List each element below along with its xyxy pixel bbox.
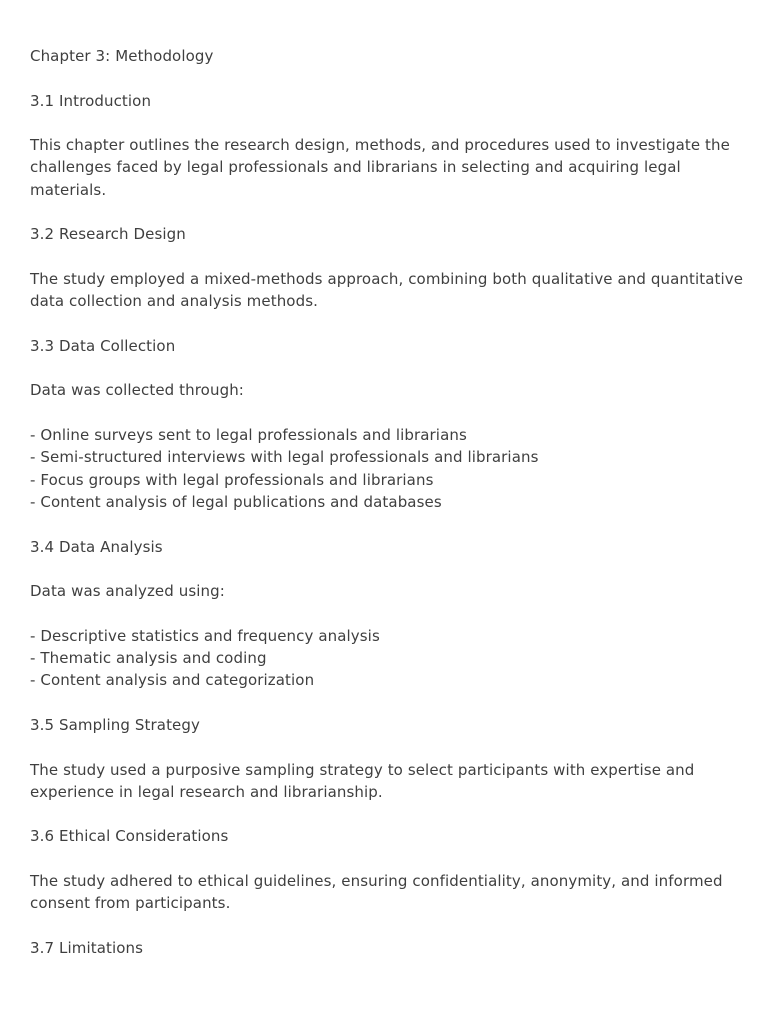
section-heading-data-collection: 3.3 Data Collection (30, 336, 176, 355)
section-heading-introduction: 3.1 Introduction (30, 91, 152, 110)
blank-line (30, 558, 745, 580)
data-collection-intro: Data was collected through: (30, 381, 244, 400)
list-item: - Content analysis and categorization (30, 671, 315, 690)
blank-line (30, 848, 745, 870)
blank-line (30, 915, 745, 937)
document-body (30, 45, 745, 959)
blank-line (30, 67, 745, 89)
research-design-text: The study employed a mixed-methods approach, combining both qualitative and quantitative (30, 269, 744, 288)
list-item: - Semi-structured interviews with legal professionals and librarians (30, 448, 539, 467)
list-item: - Descriptive statistics and frequency analysis (30, 626, 380, 645)
blank-line (30, 513, 745, 535)
ethics-text: The study adhered to ethical guidelines, ensuring confidentiality, anonymity, and informed (30, 871, 723, 890)
section-heading-research-design: 3.2 Research Design (30, 225, 186, 244)
section-heading-limitations: 3.7 Limitations (30, 938, 144, 957)
blank-line (30, 692, 745, 714)
blank-line (30, 402, 745, 424)
blank-line (30, 803, 745, 825)
blank-line (30, 112, 745, 134)
blank-line (30, 313, 745, 335)
blank-line (30, 357, 745, 379)
list-item: - Online surveys sent to legal professionals and librarians (30, 426, 467, 445)
chapter-title: Chapter 3: Methodology (30, 47, 214, 65)
sampling-text: The study used a purposive sampling strategy to select participants with expertise and (30, 760, 695, 779)
blank-line (30, 201, 745, 223)
research-design-text: data collection and analysis methods. (30, 292, 318, 311)
list-item: - Content analysis of legal publications and databases (30, 492, 442, 511)
list-item: - Focus groups with legal professionals and librarians (30, 470, 434, 489)
ethics-text: consent from participants. (30, 894, 231, 913)
sampling-text: experience in legal research and librarianship. (30, 782, 383, 801)
blank-line (30, 736, 745, 758)
section-heading-ethics: 3.6 Ethical Considerations (30, 827, 229, 846)
list-item: - Thematic analysis and coding (30, 649, 267, 668)
data-analysis-intro: Data was analyzed using: (30, 582, 225, 601)
blank-line (30, 246, 745, 268)
introduction-text: This chapter outlines the research design, methods, and procedures used to investigate the (30, 136, 730, 155)
section-heading-sampling: 3.5 Sampling Strategy (30, 715, 200, 734)
section-heading-data-analysis: 3.4 Data Analysis (30, 537, 163, 556)
blank-line (30, 602, 745, 624)
introduction-text: materials. (30, 180, 107, 199)
introduction-text: challenges faced by legal professionals and librarians in selecting and acquiring legal (30, 158, 681, 177)
